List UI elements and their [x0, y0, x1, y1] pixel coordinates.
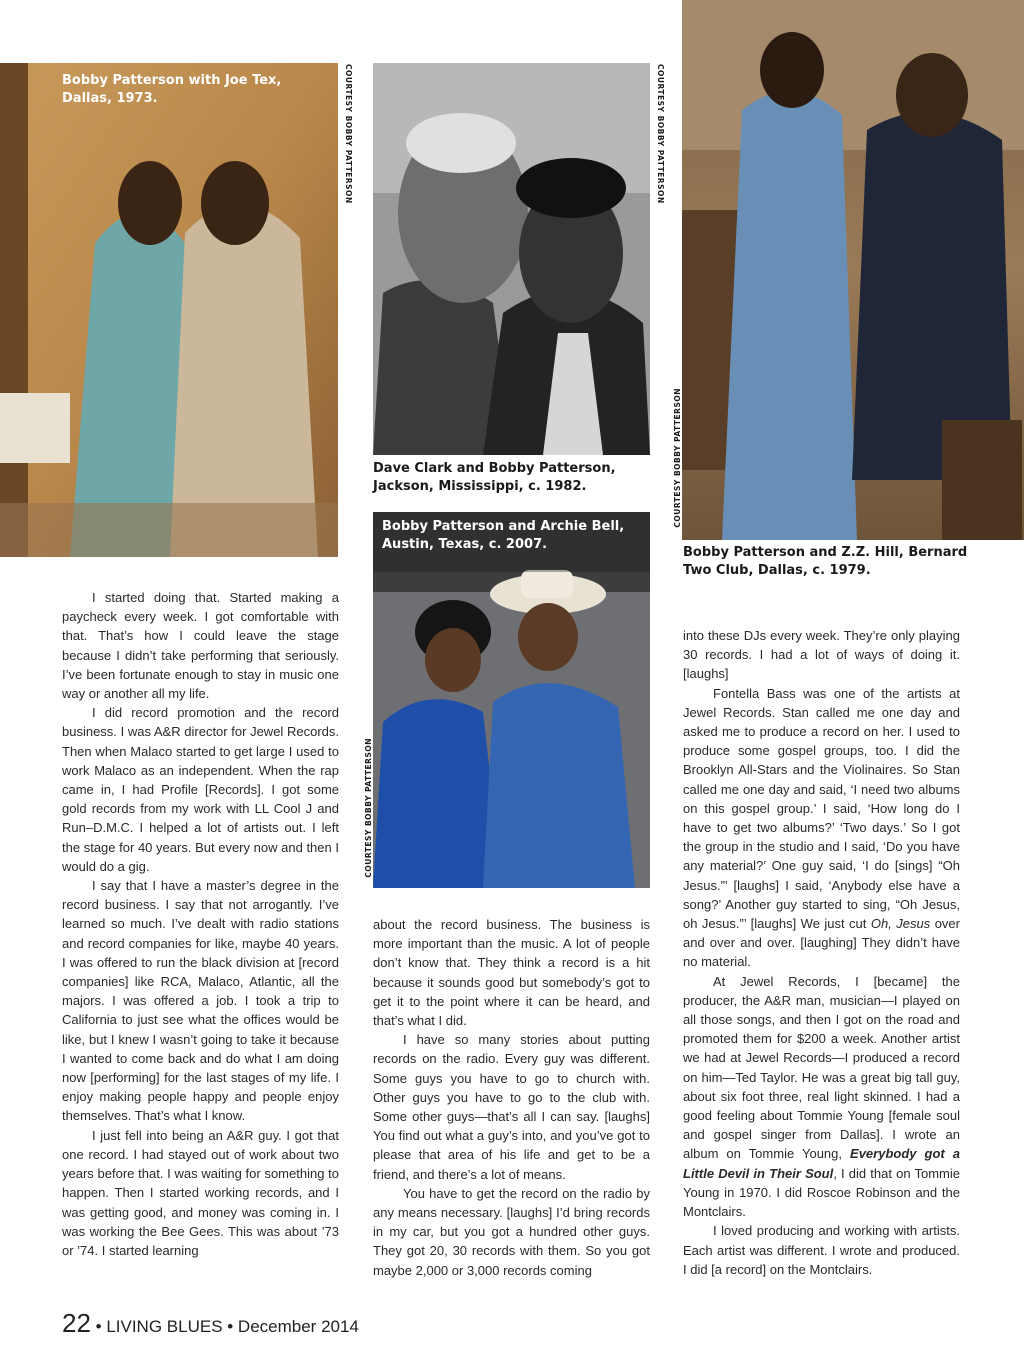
photo-joe-tex-caption: Bobby Patterson with Joe Tex, Dallas, 1973.: [62, 73, 282, 106]
page-footer: [62, 1308, 359, 1339]
text-run: over and over and over. [laughing] They didn’t have no material.: [683, 916, 960, 970]
album-title: Everybody got a Little Devil in Their Soul: [683, 1146, 960, 1181]
photo-archie-bell: [373, 512, 650, 888]
article-column-1: [62, 588, 339, 1260]
photo-joe-tex-credit: COURTESY BOBBY PATTERSON: [344, 64, 353, 204]
article-paragraph: I just fell into being an A&R guy. I got that one record. I had stayed out of work about two years before that. I was waiting for something to happen. Then I started working records, and I was getting good, and money was coming in. I was working the Bee Gees. This was about ’73 or ’74. I started learning: [62, 1127, 339, 1258]
photo-dave-clark: [373, 63, 650, 455]
article-paragraph: I loved producing and working with artists. Each artist was different. I wrote and produced. I did [a record] on the Montclairs.: [683, 1223, 960, 1277]
article-paragraph: into these DJs every week. They’re only playing 30 records. I had a lot of ways of doing it. [laughs]: [683, 628, 960, 682]
magazine-issue: • LIVING BLUES • December 2014: [90, 1317, 359, 1336]
article-column-3: [683, 626, 960, 1279]
article-paragraph: [683, 684, 960, 972]
photo-dave-clark-credit: COURTESY BOBBY PATTERSON: [656, 64, 665, 204]
article-paragraph: about the record business. The business is more important than the music. A lot of people don’t know that. They think a record is a hit because it sounds good but somebody’s got to get it to the point where it can be heard, and that’s what I did.: [373, 917, 650, 1029]
article-paragraph: I say that I have a master’s degree in the record business. I say that not arrogantly. I’ve learned so much. I’ve dealt with radio stations and record companies for like, maybe 40 years. I was offered to run the black division at [record companies] like RCA, Malaco, Atlantic, all the majors. I was offered a job. I took a trip to California to just see what the offices would be like, but I knew I wasn’t going to take it because I wanted to come back and do what I am doing now [performing] for the last stages of my life. I enjoy making people happy and people enjoy themselves. That’s what I know.: [62, 878, 339, 1124]
photo-zz-hill-credit: COURTESY BOBBY PATTERSON: [673, 388, 682, 528]
page-number: 22: [62, 1308, 91, 1338]
photo-joe-tex: [0, 63, 338, 557]
text-run: , I did that on Tommie Young in 1970. I did Roscoe Robinson and the Montclairs.: [683, 1165, 961, 1220]
article-paragraph: I have so many stories about putting records on the radio. Every guy was different. Some guys you have to go to church with. Other guys you have to go to the club with. Some other guys—that’s all I can say. [laughs] You find out what a guy’s into, and you’ve got to please that area of his life and get to be a friend, and there’s a lot of means.: [373, 1032, 650, 1182]
article-paragraph: I started doing that. Started making a paycheck every week. I got comfortable with that. That’s how I could leave the stage because I didn’t take performing that seriously. I’ve been fortunate enough to stay in music one way or another all my life.: [62, 590, 339, 702]
photo-archie-bell-credit: COURTESY BOBBY PATTERSON: [364, 738, 373, 878]
article-paragraph: I did record promotion and the record business. I was A&R director for Jewel Records. Then when Malaco started to get large I used to work Malaco as an independent. When the rap came in, I had Profile [Records]. I got some gold records from my work with LL Cool J and Run–D.M.C. I helped a lot of artists out. I left the stage for 40 years. But every now and then I would do a gig.: [62, 705, 339, 874]
photo-zz-hill-caption: Bobby Patterson and Z.Z. Hill, Bernard Two Club, Dallas, c. 1979.: [683, 545, 968, 578]
article-paragraph: [683, 972, 960, 1222]
photo-archie-bell-caption: Bobby Patterson and Archie Bell, Austin, Texas, c. 2007.: [382, 519, 625, 552]
song-title: Oh, Jesus: [870, 916, 931, 932]
text-run: At Jewel Records, I [became] the producer, the A&R man, musician—I played on all those songs, and then I got on the road and promoted them for $200 a week. Another artist we had at Jewel Records—I produced a record on him—Ted Taylor. He was a great big tall guy, about six foot three, real light skinned. I had a good feeling about Tommie Young [female soul and gospel singer from Dallas]. I wrote an album on Tommie Young,: [683, 973, 960, 1162]
photo-dave-clark-caption: Dave Clark and Bobby Patterson, Jackson, Mississippi, c. 1982.: [373, 461, 616, 494]
text-run: Fontella Bass was one of the artists at Jewel Records. Stan called me one day and asked me to produce a record on her. I used to produce some gospel groups, too. I did the Brooklyn All-Stars and the Violinaires. So Stan called me one day and said, ‘I need two albums on this gospel group.’ I said, ‘How long do I have to get two albums?’ ‘Two days.’ So I got the group in the studio and I said, ‘Do you have any material?’ One guy said, ‘I do [sings] “Oh Jesus.”’ [laughs] I said, ‘Anybody else have a song?’ Another guy started to sing, “Oh Jesus, oh Jesus.”’ [laughs] We just cut: [683, 685, 960, 932]
article-column-2: [373, 915, 650, 1280]
article-paragraph: You have to get the record on the radio by any means necessary. [laughs] I’d bring records in my car, but you got a hundred other guys. They got 20, 30 records with them. So you got maybe 2,000 or 3,000 records coming: [373, 1185, 650, 1278]
photo-zz-hill: [682, 0, 1024, 540]
